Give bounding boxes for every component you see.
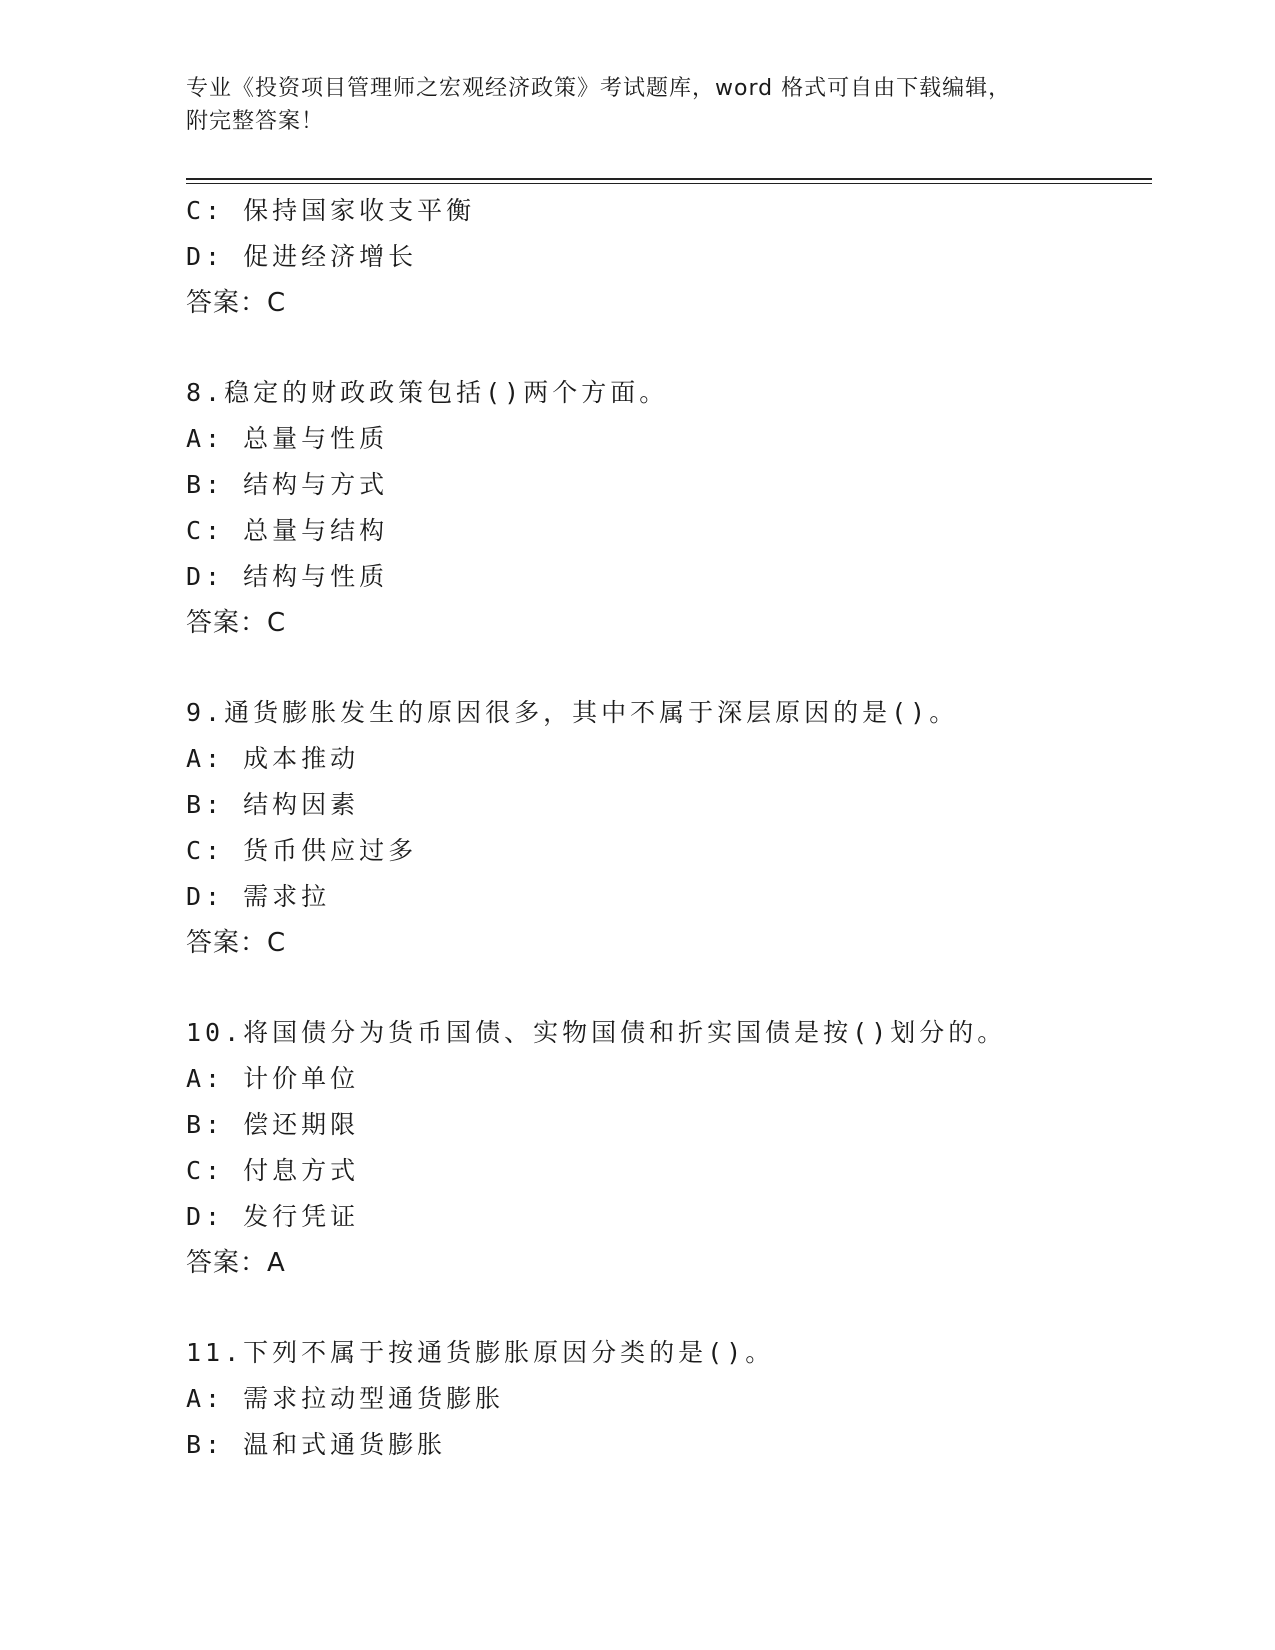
option-a: A: 成本推动 — [186, 744, 360, 773]
question-7-tail — [186, 188, 1152, 326]
option-b: B: 结构因素 — [186, 790, 360, 819]
question-9 — [186, 690, 1152, 966]
header-divider-thick — [186, 178, 1152, 180]
option-d: D: 发行凭证 — [186, 1202, 360, 1231]
question-8 — [186, 370, 1152, 646]
option-a: A: 计价单位 — [186, 1064, 360, 1093]
question-stem: 11.下列不属于按通货膨胀原因分类的是()。 — [186, 1338, 775, 1367]
question-11 — [186, 1330, 1152, 1468]
option-b: B: 偿还期限 — [186, 1110, 360, 1139]
option-d: D: 结构与性质 — [186, 562, 389, 591]
answer: 答案：C — [186, 288, 287, 318]
question-stem: 10.将国债分为货币国债、实物国债和折实国债是按()划分的。 — [186, 1018, 1007, 1047]
option-d: D: 需求拉 — [186, 882, 331, 911]
option-a: A: 需求拉动型通货膨胀 — [186, 1384, 505, 1413]
option-a: A: 总量与性质 — [186, 424, 389, 453]
question-10 — [186, 1010, 1152, 1286]
option-d: D: 促进经济增长 — [186, 242, 418, 271]
question-stem: 8.稳定的财政政策包括()两个方面。 — [186, 378, 669, 407]
answer: 答案：C — [186, 928, 287, 958]
answer: 答案：C — [186, 608, 287, 638]
option-c: C: 货币供应过多 — [186, 836, 418, 865]
option-b: B: 结构与方式 — [186, 470, 389, 499]
option-c: C: 总量与结构 — [186, 516, 389, 545]
header-line-1: 专业《投资项目管理师之宏观经济政策》考试题库，word 格式可自由下载编辑， — [186, 76, 1012, 101]
option-c: C: 保持国家收支平衡 — [186, 196, 476, 225]
option-b: B: 温和式通货膨胀 — [186, 1430, 447, 1459]
option-c: C: 付息方式 — [186, 1156, 360, 1185]
question-list — [186, 188, 1152, 1468]
question-stem: 9.通货膨胀发生的原因很多，其中不属于深层原因的是()。 — [186, 698, 959, 727]
header-line-2: 附完整答案！ — [186, 109, 325, 134]
header-divider-thin — [186, 183, 1152, 184]
answer: 答案：A — [186, 1248, 286, 1278]
document-header — [186, 72, 1086, 138]
